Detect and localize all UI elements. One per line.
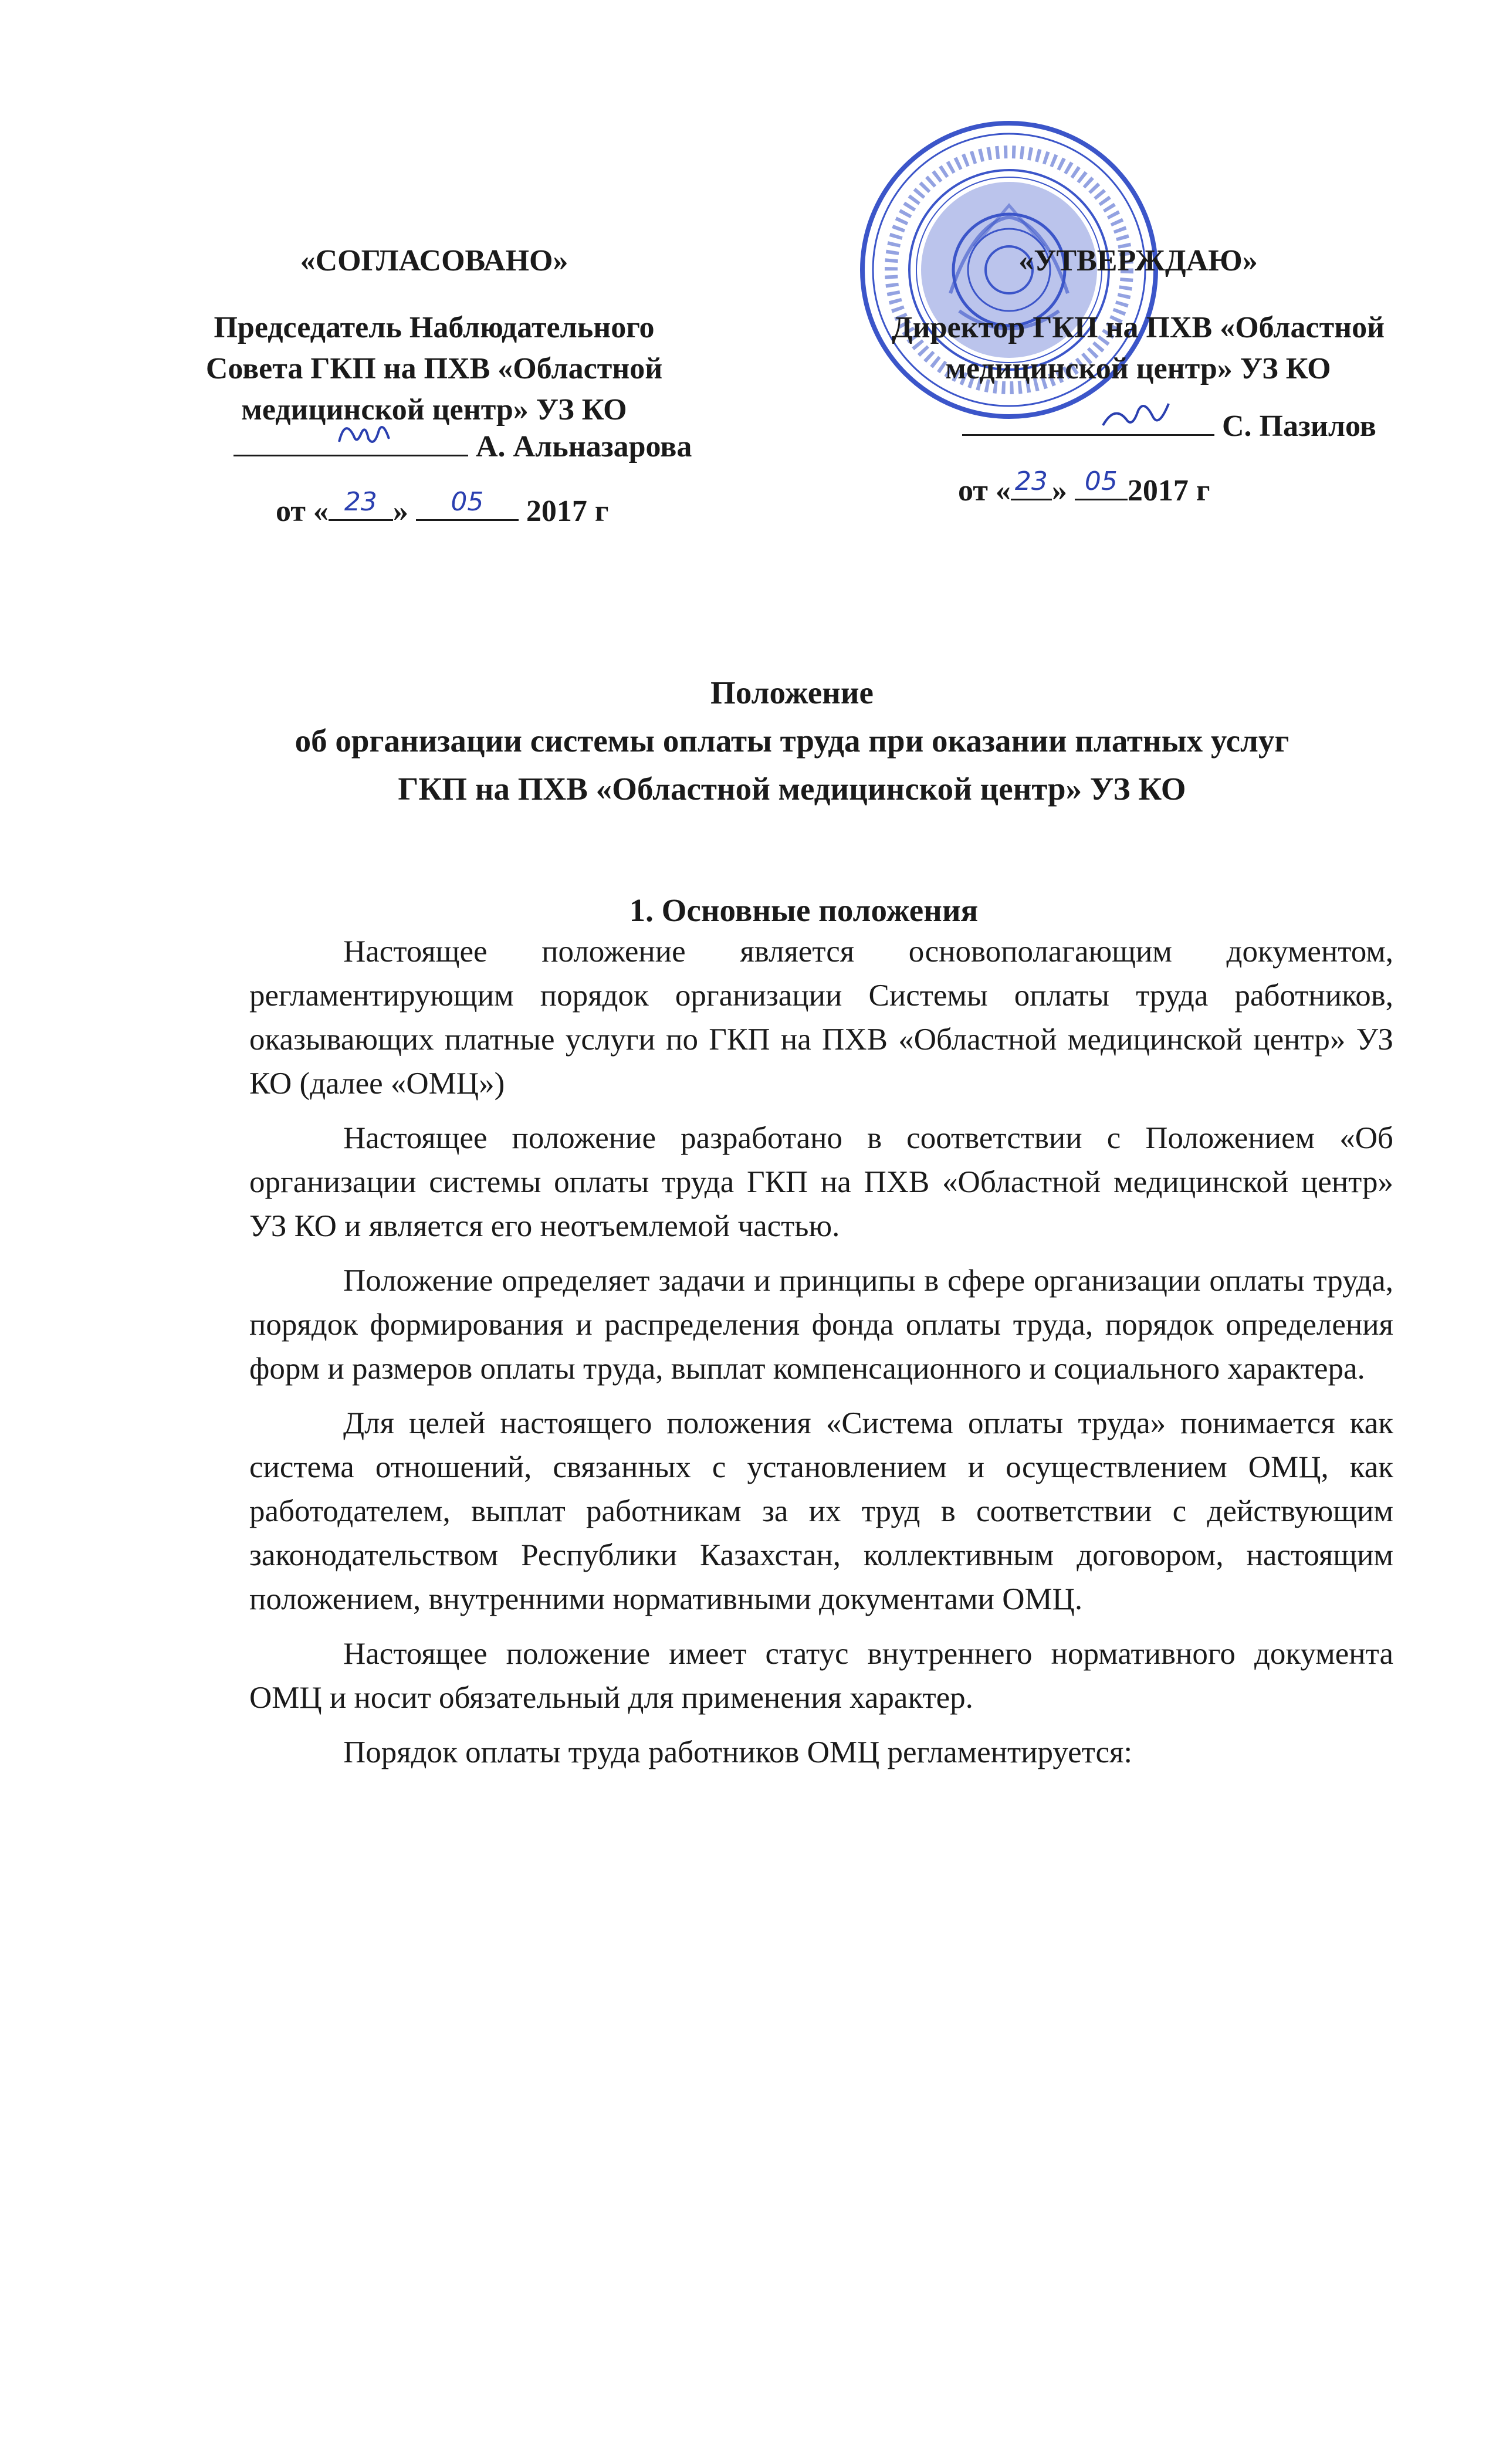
agreed-block: [176, 241, 692, 431]
paragraph: Настоящее положение имеет статус внутреннего нормативного документа ОМЦ и носит обязательный для применения характер.: [249, 1637, 1393, 1715]
section-heading: 1. Основные положения: [629, 892, 979, 928]
agreed-signatory: А. Альназарова: [476, 430, 692, 463]
agreed-heading: «СОГЛАСОВАНО»: [300, 244, 568, 277]
paragraph: Настоящее положение является основополагающим документом, регламентирующим порядок организации Системы оплаты труда работников, оказывающих платные услуги по ГКП на ПХВ «Областной медицинской центр» УЗ КО (далее «ОМЦ»): [249, 935, 1393, 1101]
approved-signatory: С. Пазилов: [1222, 409, 1376, 443]
title-line: Положение: [710, 675, 874, 710]
agreed-position-line: Председатель Наблюдательного: [214, 311, 655, 344]
date-day-field: [1011, 466, 1052, 500]
approved-date: [958, 466, 1310, 508]
signature-field: [233, 425, 468, 456]
date-day: 23: [344, 487, 377, 517]
title-line: ГКП на ПХВ «Областной медицинской центр» УЗ КО: [398, 771, 1186, 807]
date-mid: »: [392, 495, 408, 528]
paragraph: Положение определяет задачи и принципы в сфере организации оплаты труда, порядок формирования и распределения фонда оплаты труда, порядок определения форм и размеров оплаты труда, выплат компенсационного и социального характера.: [249, 1264, 1393, 1386]
date-mid: »: [1051, 474, 1067, 507]
paragraph: Настоящее положение разработано в соответствии с Положением «Об организации системы оплаты труда ГКП на ПХВ «Областной медицинской центр» УЗ КО и является его неотъемлемой частью.: [249, 1121, 1393, 1243]
approved-position-line: медицинской центр» УЗ КО: [945, 352, 1331, 385]
approved-signature-line: [962, 405, 1443, 444]
agreed-position-line: Совета ГКП на ПХВ «Областной: [205, 352, 663, 385]
date-month-field: [1075, 466, 1128, 500]
date-year: 2017 г: [526, 495, 609, 528]
document-title: [176, 669, 1408, 813]
approved-position-line: Директор ГКП на ПХВ «Областной: [891, 311, 1385, 344]
date-day: 23: [1014, 466, 1048, 496]
approved-heading: «УТВЕРЖДАЮ»: [1018, 244, 1258, 277]
date-prefix: от «: [958, 474, 1011, 507]
paragraph: Порядок оплаты труда работников ОМЦ регламентируется:: [343, 1735, 1133, 1769]
date-month-field: [416, 487, 519, 521]
agreed-position-line: медицинской центр» УЗ КО: [241, 393, 627, 427]
document-body: [249, 930, 1393, 1785]
paragraph: Для целей настоящего положения «Система оплаты труда» понимается как система отношений, связанных с установлением и осуществлением ОМЦ, как работодателем, выплат работникам за их труд в соответствии с действующим законодательством Республики Казахстан, коллективным договором, настоящим положением, внутренними нормативными документами ОМЦ.: [249, 1406, 1393, 1616]
signature-scribble: [1097, 393, 1173, 434]
agreed-signature-line: [233, 425, 703, 464]
date-year: 2017 г: [1127, 474, 1210, 507]
date-month: 05: [1084, 466, 1118, 496]
title-line: об организации системы оплаты труда при оказании платных услуг: [295, 723, 1289, 759]
date-day-field: [329, 487, 393, 521]
signature-field: [962, 405, 1214, 436]
date-month: 05: [451, 487, 484, 517]
signature-scribble: [333, 412, 398, 453]
date-prefix: от «: [276, 495, 329, 528]
approved-block: [874, 241, 1402, 390]
agreed-date: [276, 487, 686, 529]
